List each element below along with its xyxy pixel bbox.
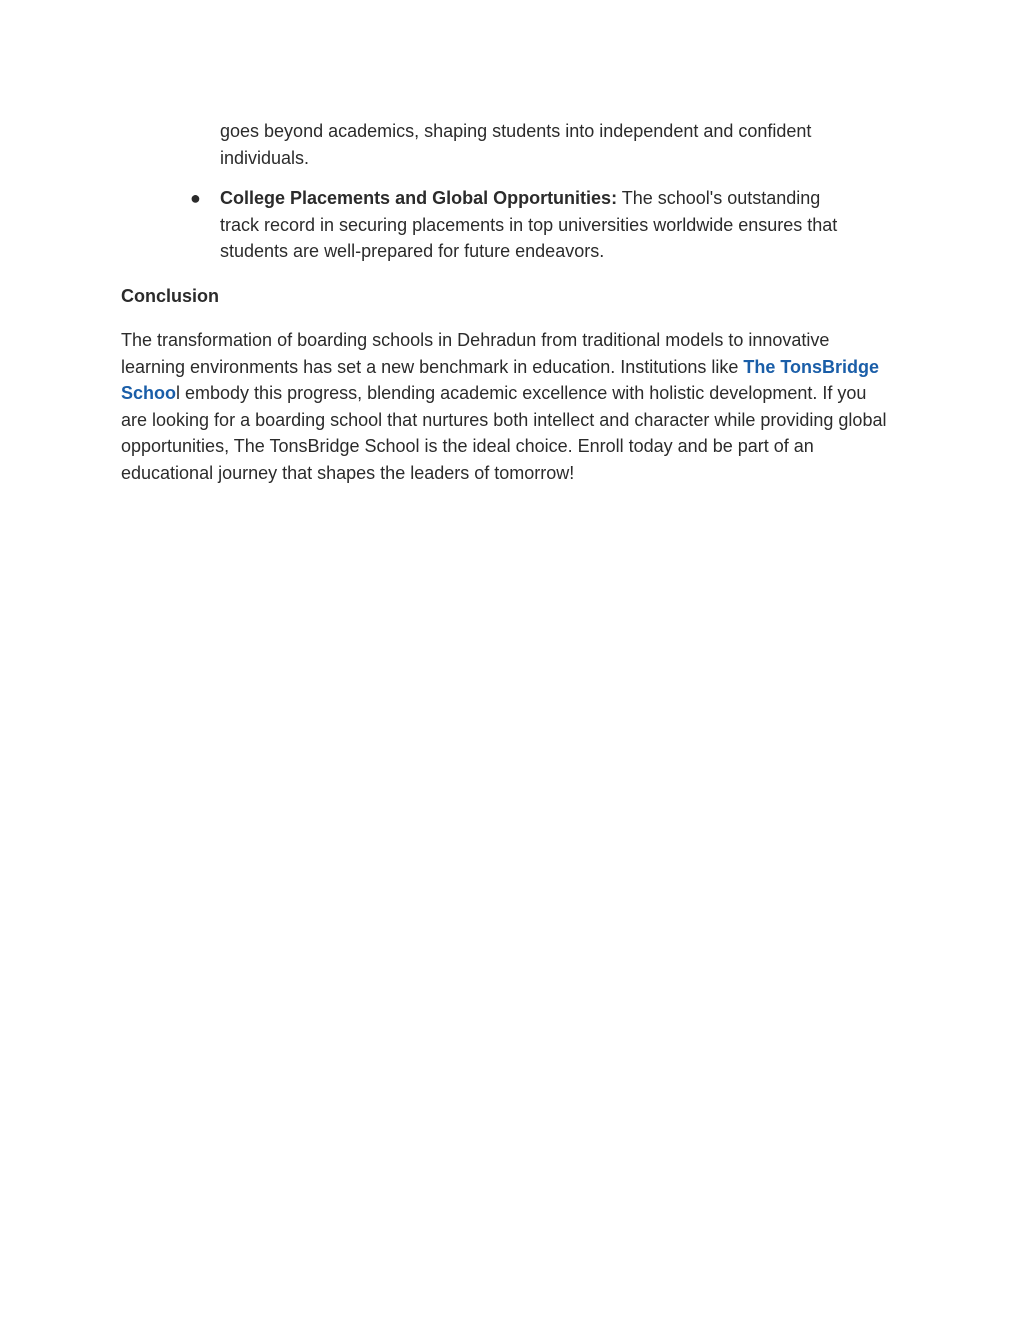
conclusion-text-after-link: l embody this progress, blending academic excellence with holistic development. If you are looking for a boarding school that nurtures both intellect and character while providing global opportunities, The TonsBridge School is the ideal choice. Enroll today and be part of an educational journey that shapes the leaders of tomorrow! bbox=[121, 383, 887, 483]
list-item-college-placements bbox=[190, 185, 860, 265]
conclusion-paragraph bbox=[121, 327, 891, 486]
list-item-continuation bbox=[220, 118, 891, 171]
list-item-text: The school's outstanding track record in securing placements in top universities worldwide ensures that students are well-prepared for future endeavors. bbox=[220, 188, 838, 261]
bullet-icon: ● bbox=[190, 188, 201, 208]
conclusion-heading: Conclusion bbox=[121, 285, 219, 306]
tonsbridge-school-link[interactable]: The TonsBridge Schoo bbox=[121, 356, 880, 403]
list-item-continuation-text: goes beyond academics, shaping students into independent and confident individuals. bbox=[220, 121, 812, 168]
list-item-title: College Placements and Global Opportunities: bbox=[220, 188, 618, 208]
document-content bbox=[121, 118, 891, 486]
conclusion-text-before-link: The transformation of boarding schools in Dehradun from traditional models to innovative learning environments has set a new benchmark in education. Institutions like bbox=[121, 330, 830, 377]
